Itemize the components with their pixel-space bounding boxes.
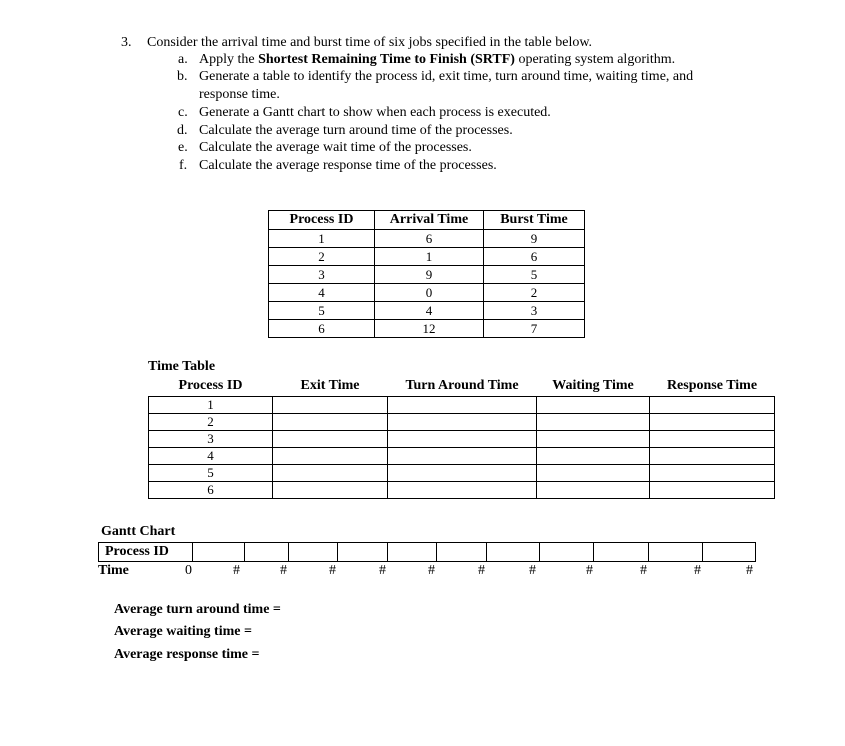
table-row xyxy=(269,248,585,266)
cell: 9 xyxy=(375,266,484,284)
gantt-cell xyxy=(244,543,289,561)
gantt-cell xyxy=(702,543,755,561)
jobs-header-process-id: Process ID xyxy=(269,211,375,230)
question-number: 3. xyxy=(121,35,132,50)
cell: 1 xyxy=(375,248,484,266)
item-b-cont: response time. xyxy=(199,87,280,102)
gantt-time-mark: # xyxy=(746,563,753,578)
cell: 6 xyxy=(269,320,375,338)
cell: 4 xyxy=(269,284,375,302)
gantt-time-mark: # xyxy=(478,563,485,578)
cell: 5 xyxy=(484,266,585,284)
gantt-cell xyxy=(288,543,337,561)
gantt-time-mark: # xyxy=(280,563,287,578)
cell: 3 xyxy=(484,302,585,320)
table-row xyxy=(149,448,775,465)
tt-header-exit-time: Exit Time xyxy=(273,376,388,397)
item-a-text: Apply the Shortest Remaining Time to Finish (SRTF) operating system algorithm. xyxy=(199,52,676,67)
tt-header-process-id: Process ID xyxy=(149,376,273,397)
gantt-time-mark: # xyxy=(529,563,536,578)
cell: 1 xyxy=(149,397,273,414)
avg-response: Average response time = xyxy=(114,647,260,662)
gantt-cell xyxy=(486,543,539,561)
cell: 12 xyxy=(375,320,484,338)
cell: 4 xyxy=(375,302,484,320)
table-row xyxy=(149,465,775,482)
gantt-cell xyxy=(436,543,487,561)
avg-waiting: Average waiting time = xyxy=(114,624,252,639)
table-row xyxy=(149,431,775,448)
gantt-cell xyxy=(387,543,436,561)
gantt-cell xyxy=(593,543,648,561)
gantt-bar xyxy=(98,542,756,562)
cell: 4 xyxy=(149,448,273,465)
cell: 1 xyxy=(269,230,375,248)
gantt-time-mark: # xyxy=(586,563,593,578)
cell: 3 xyxy=(269,266,375,284)
cell: 2 xyxy=(269,248,375,266)
gantt-time-mark: # xyxy=(640,563,647,578)
table-row xyxy=(269,302,585,320)
question-intro: Consider the arrival time and burst time of six jobs specified in the table below. xyxy=(147,35,593,50)
jobs-header-arrival-time: Arrival Time xyxy=(375,211,484,230)
cell: 2 xyxy=(484,284,585,302)
item-d-text: Calculate the average turn around time of the processes. xyxy=(199,123,513,138)
cell: 5 xyxy=(269,302,375,320)
gantt-row-label: Process ID xyxy=(105,544,169,559)
table-row xyxy=(269,320,585,338)
gantt-time-mark: # xyxy=(379,563,386,578)
gantt-title: Gantt Chart xyxy=(101,524,176,539)
item-b-text: Generate a table to identify the process id, exit time, turn around time, waiting time, and xyxy=(199,69,694,84)
gantt-cell xyxy=(648,543,703,561)
gantt-time-mark: # xyxy=(329,563,336,578)
item-f-letter: f. xyxy=(179,158,188,173)
item-a-letter: a. xyxy=(178,52,188,67)
cell: 5 xyxy=(149,465,273,482)
cell: 6 xyxy=(484,248,585,266)
gantt-time-mark: # xyxy=(233,563,240,578)
cell: 6 xyxy=(375,230,484,248)
gantt-time-start: 0 xyxy=(185,563,192,578)
gantt-cell xyxy=(539,543,594,561)
tt-header-waiting: Waiting Time xyxy=(537,376,650,397)
gantt-time-label: Time xyxy=(98,563,129,578)
cell: 0 xyxy=(375,284,484,302)
table-row xyxy=(149,414,775,431)
gantt-cell xyxy=(337,543,388,561)
tt-header-turnaround: Turn Around Time xyxy=(388,376,537,397)
item-f-text: Calculate the average response time of the processes. xyxy=(199,158,497,173)
item-b-letter: b. xyxy=(177,69,188,84)
item-c-text: Generate a Gantt chart to show when each process is executed. xyxy=(199,105,551,120)
time-table-title: Time Table xyxy=(148,359,216,374)
tt-header-response: Response Time xyxy=(650,376,775,397)
item-e-letter: e. xyxy=(178,140,188,155)
cell: 2 xyxy=(149,414,273,431)
jobs-table xyxy=(268,210,585,338)
time-table xyxy=(148,376,775,499)
item-d-letter: d. xyxy=(177,123,188,138)
item-c-letter: c. xyxy=(178,105,188,120)
cell: 9 xyxy=(484,230,585,248)
table-row xyxy=(269,284,585,302)
table-row xyxy=(149,482,775,499)
table-row xyxy=(149,397,775,414)
cell: 7 xyxy=(484,320,585,338)
table-row xyxy=(269,230,585,248)
jobs-header-burst-time: Burst Time xyxy=(484,211,585,230)
cell: 3 xyxy=(149,431,273,448)
gantt-time-mark: # xyxy=(694,563,701,578)
gantt-time-mark: # xyxy=(428,563,435,578)
table-row xyxy=(269,266,585,284)
gantt-cell xyxy=(192,543,244,561)
item-e-text: Calculate the average wait time of the processes. xyxy=(199,140,472,155)
cell: 6 xyxy=(149,482,273,499)
avg-turnaround: Average turn around time = xyxy=(114,602,281,617)
